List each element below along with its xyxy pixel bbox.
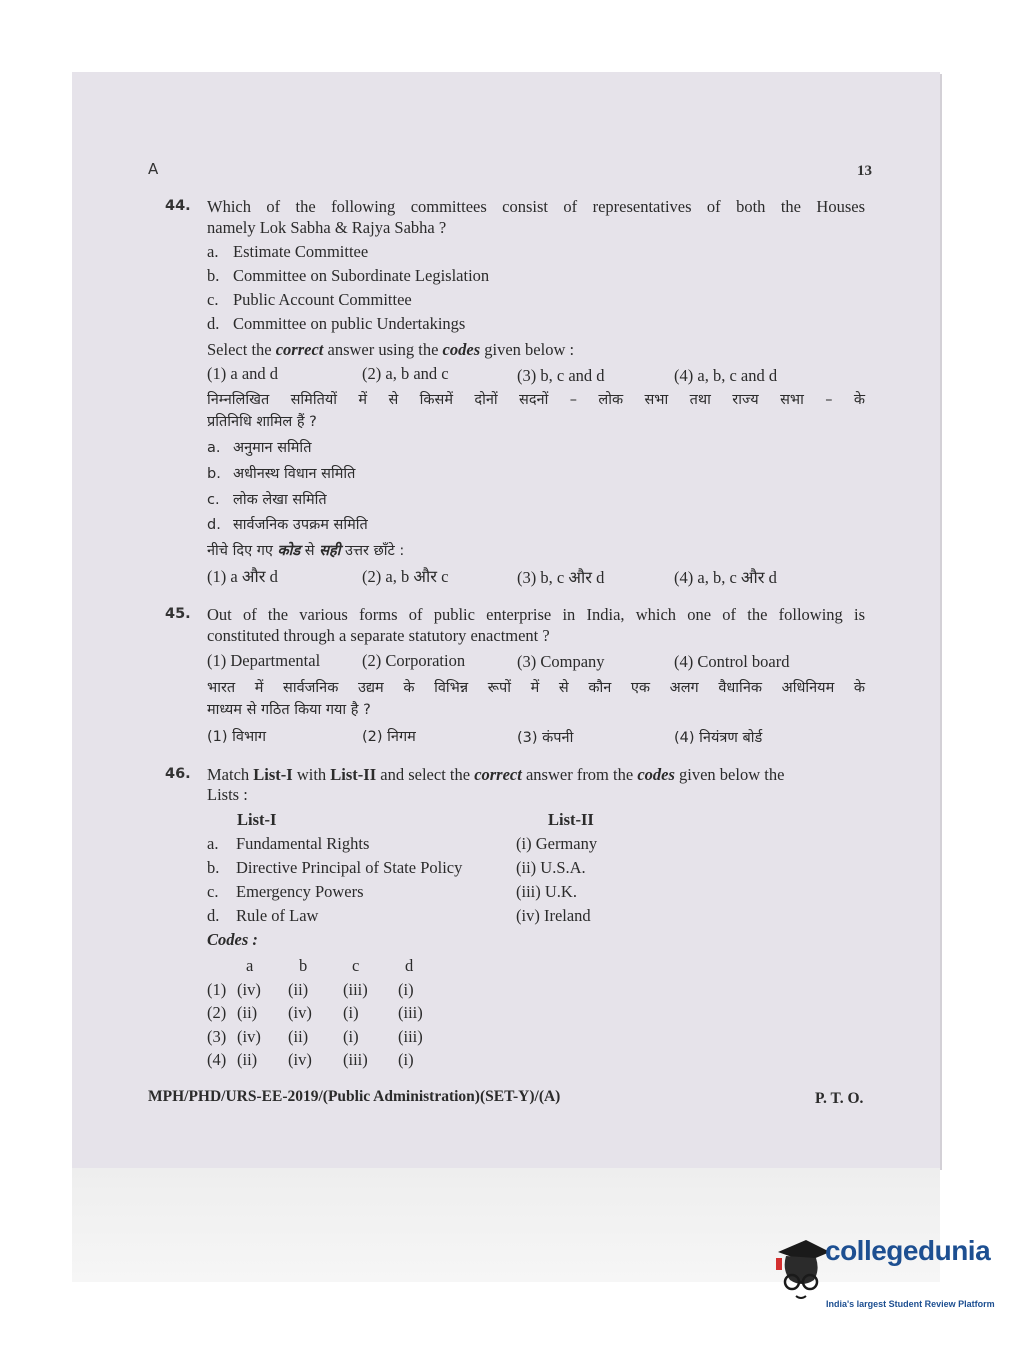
question-44-hindi-option-1: (1) a और d bbox=[207, 567, 278, 586]
codes-row-2: (2) (ii) (iv) (i) (iii) bbox=[207, 1003, 423, 1022]
codes-row-3: (3) (iv) (ii) (i) (iii) bbox=[207, 1027, 423, 1046]
question-46-number: 46. bbox=[165, 766, 191, 782]
question-45-option-2: (2) Corporation bbox=[362, 651, 466, 670]
page-number: 13 bbox=[857, 163, 872, 179]
question-45-option-1: (1) Departmental bbox=[207, 651, 321, 670]
list-2-item-i: (i) Germany bbox=[516, 834, 598, 853]
codes-row-4: (4) (ii) (iv) (iii) (i) bbox=[207, 1050, 414, 1069]
question-45-text-line2: constituted through a separate statutory enactment ? bbox=[207, 626, 550, 645]
question-44-hindi-item-b: b. अधीनस्थ विधान समिति bbox=[207, 466, 356, 482]
logo-wordmark: collegedunia bbox=[825, 1235, 991, 1266]
question-46-text-line2: Lists : bbox=[207, 785, 248, 804]
question-44-option-4: (4) a, b, c and d bbox=[674, 366, 778, 385]
question-46-text-line1: Match List-I with List-II and select the correct answer from the codes given below the bbox=[207, 765, 785, 784]
question-45-hindi-line1: भारत में सार्वजनिक उद्यम के विभिन्न रूपों में से कौन एक अलग वैधानिक अधिनियम के bbox=[207, 680, 865, 696]
list-1-item-a: a. Fundamental Rights bbox=[207, 834, 370, 853]
pto-label: P. T. O. bbox=[815, 1090, 864, 1107]
question-44-hindi-item-a: a. अनुमान समिति bbox=[207, 440, 312, 456]
question-44-item-a: a. Estimate Committee bbox=[207, 242, 369, 261]
list-1-item-c: c. Emergency Powers bbox=[207, 882, 364, 901]
question-44-hindi-option-2: (2) a, b और c bbox=[362, 567, 449, 586]
question-44-option-2: (2) a, b and c bbox=[362, 364, 449, 383]
question-45-hindi-option-1: (1) विभाग bbox=[207, 729, 267, 745]
list-2-item-iii: (iii) U.K. bbox=[516, 882, 577, 901]
codes-row-1: (1) (iv) (ii) (iii) (i) bbox=[207, 980, 414, 999]
codes-header-row: a b c d bbox=[246, 956, 414, 975]
question-44-option-3: (3) b, c and d bbox=[517, 366, 605, 385]
codes-label: Codes : bbox=[207, 930, 258, 949]
question-45-text-line1: Out of the various forms of public enterprise in India, which one of the following is bbox=[207, 605, 865, 624]
question-45-hindi-option-3: (3) कंपनी bbox=[517, 730, 574, 746]
question-44-item-d: d. Committee on public Undertakings bbox=[207, 314, 466, 333]
question-45-number: 45. bbox=[165, 606, 191, 622]
question-44-hindi-line1: निम्नलिखित समितियों में से किसमें दोनों सदनों – लोक सभा तथा राज्य सभा – के bbox=[207, 392, 865, 408]
question-44-hindi-option-4: (4) a, b, c और d bbox=[674, 568, 777, 587]
question-45-option-4: (4) Control board bbox=[674, 652, 790, 671]
question-44-text-line1: Which of the following committees consist of representatives of both the Houses bbox=[207, 197, 865, 216]
list-2-item-ii: (ii) U.S.A. bbox=[516, 858, 586, 877]
question-45-option-3: (3) Company bbox=[517, 652, 605, 671]
question-44-option-1: (1) a and d bbox=[207, 364, 279, 383]
question-44-hindi-line2: प्रतिनिधि शामिल हैं ? bbox=[207, 414, 317, 430]
question-44-instruction: Select the correct answer using the codes given below : bbox=[207, 340, 575, 359]
paper-code-footer: MPH/PHD/URS-EE-2019/(Public Administration)(SET-Y)/(A) bbox=[148, 1088, 561, 1105]
question-44-hindi-item-c: c. लोक लेखा समिति bbox=[207, 492, 327, 508]
logo-tagline: India's largest Student Review Platform bbox=[826, 1299, 995, 1309]
list-1-item-d: d. Rule of Law bbox=[207, 906, 319, 925]
list-2-item-iv: (iv) Ireland bbox=[516, 906, 591, 925]
list-1-item-b: b. Directive Principal of State Policy bbox=[207, 858, 463, 877]
question-45-hindi-option-2: (2) निगम bbox=[362, 729, 416, 745]
list-2-heading: List-II bbox=[548, 810, 594, 829]
question-45-hindi-line2: माध्यम से गठित किया गया है ? bbox=[207, 702, 371, 718]
question-44-text-line2: namely Lok Sabha & Rajya Sabha ? bbox=[207, 218, 447, 237]
question-44-number: 44. bbox=[165, 198, 191, 214]
question-44-hindi-option-3: (3) b, c और d bbox=[517, 568, 605, 587]
question-44-item-c: c. Public Account Committee bbox=[207, 290, 412, 309]
question-44-item-b: b. Committee on Subordinate Legislation bbox=[207, 266, 490, 285]
question-45-hindi-option-4: (4) नियंत्रण बोर्ड bbox=[674, 730, 763, 746]
question-44-hindi-item-d: d. सार्वजनिक उपक्रम समिति bbox=[207, 517, 368, 533]
list-1-heading: List-I bbox=[237, 810, 277, 829]
set-letter: A bbox=[148, 160, 159, 178]
question-44-hindi-instruction: नीचे दिए गए कोड से सही उत्तर छाँटे : bbox=[207, 543, 405, 559]
